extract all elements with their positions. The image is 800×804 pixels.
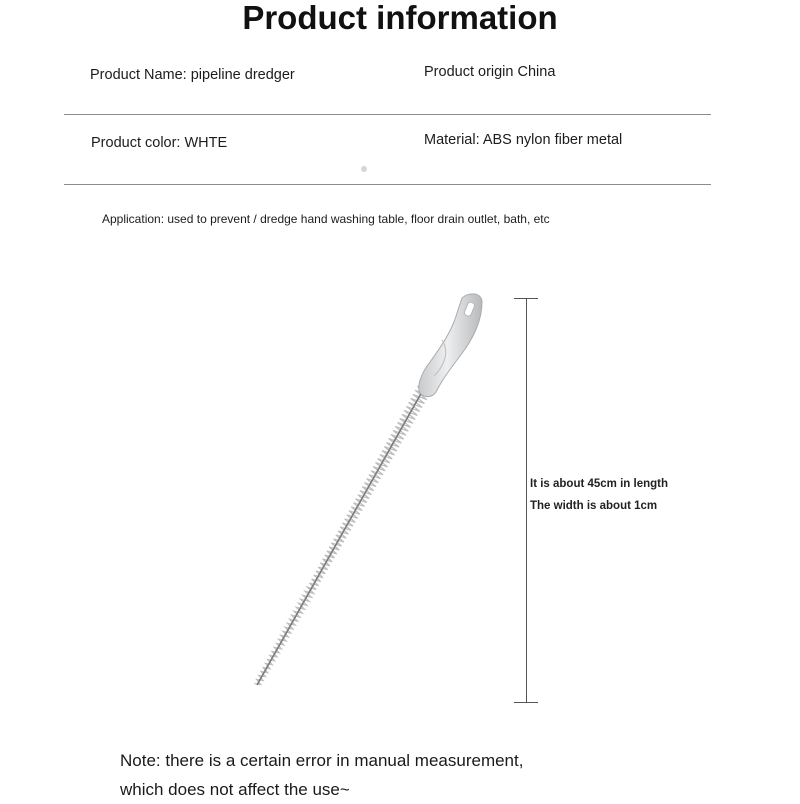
page-title: Product information — [242, 0, 558, 36]
decorative-dot — [361, 166, 367, 172]
pipeline-dredger-brush-icon — [230, 280, 500, 700]
note-text — [120, 746, 523, 804]
brush-wire-core — [257, 390, 423, 685]
note-line-2: which does not affect the use~ — [120, 780, 350, 799]
dimension-tick-bottom — [514, 702, 538, 703]
application-text: Application: used to prevent / dredge hand washing table, floor drain outlet, bath, etc — [102, 212, 550, 226]
brush-bristles — [254, 382, 431, 685]
width-label: The width is about 1cm — [530, 500, 658, 512]
length-label: It is about 45cm in length — [530, 478, 669, 490]
spec-product-color: Product color: WHTE — [91, 135, 228, 151]
spec-product-name: Product Name: pipeline dredger — [90, 67, 295, 83]
spec-product-origin: Product origin China — [424, 64, 556, 80]
brush-handle — [419, 294, 482, 397]
divider-top — [64, 114, 711, 115]
spec-material: Material: ABS nylon fiber metal — [424, 132, 623, 148]
dimension-line — [526, 298, 527, 703]
divider-bottom — [64, 184, 711, 185]
note-line-1: Note: there is a certain error in manual measurement, — [120, 751, 524, 770]
